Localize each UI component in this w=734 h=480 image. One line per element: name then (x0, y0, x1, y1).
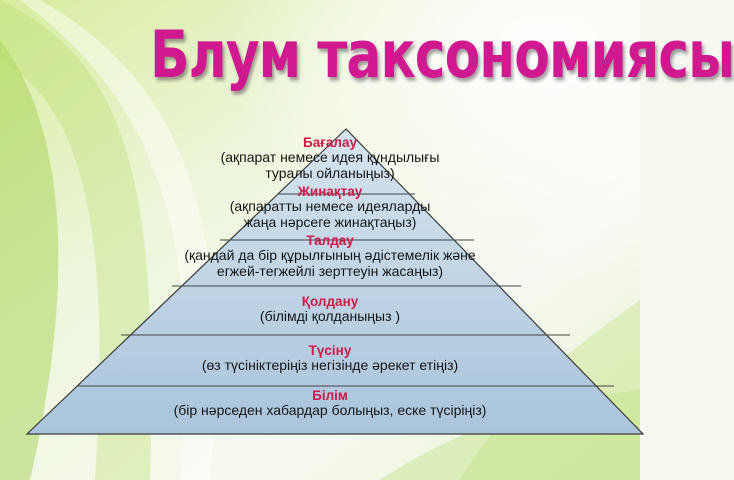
tier-description: (ақпарат немесе идея құндылығы туралы ойланыңыз) (220, 149, 440, 181)
tier-description: (ақпаратты немесе идеяларды жаңа нәрсеге жинақтаңыз) (229, 198, 431, 230)
tier-description: (өз түсініктеріңіз негізінде әрекет етіңіз) (201, 357, 459, 374)
tier-description: (білімді қолданыңыз ) (259, 308, 401, 325)
tier-name: Білім (312, 388, 348, 403)
page-title: Блум таксономиясы (150, 18, 734, 93)
tier-description: (бір нәрседен хабардар болыңыз, еске түсіріңіз) (173, 402, 487, 419)
tier-name: Түсіну (308, 343, 352, 358)
tier-name: Жинақтау (297, 184, 363, 199)
tier-synthesis (170, 184, 490, 230)
tier-evaluation (170, 135, 490, 181)
tier-name: Бағалау (303, 135, 357, 150)
tier-application (170, 294, 490, 325)
tier-analysis (120, 233, 540, 279)
tier-comprehension (120, 343, 540, 374)
tier-name: Қолдану (301, 294, 359, 309)
tier-knowledge (110, 388, 550, 419)
tier-name: Талдау (306, 233, 354, 248)
tier-description: (қандай да бір құрылғының әдістемелік және егжей-тегжейлі зерттеуін жасаңыз) (184, 247, 476, 279)
